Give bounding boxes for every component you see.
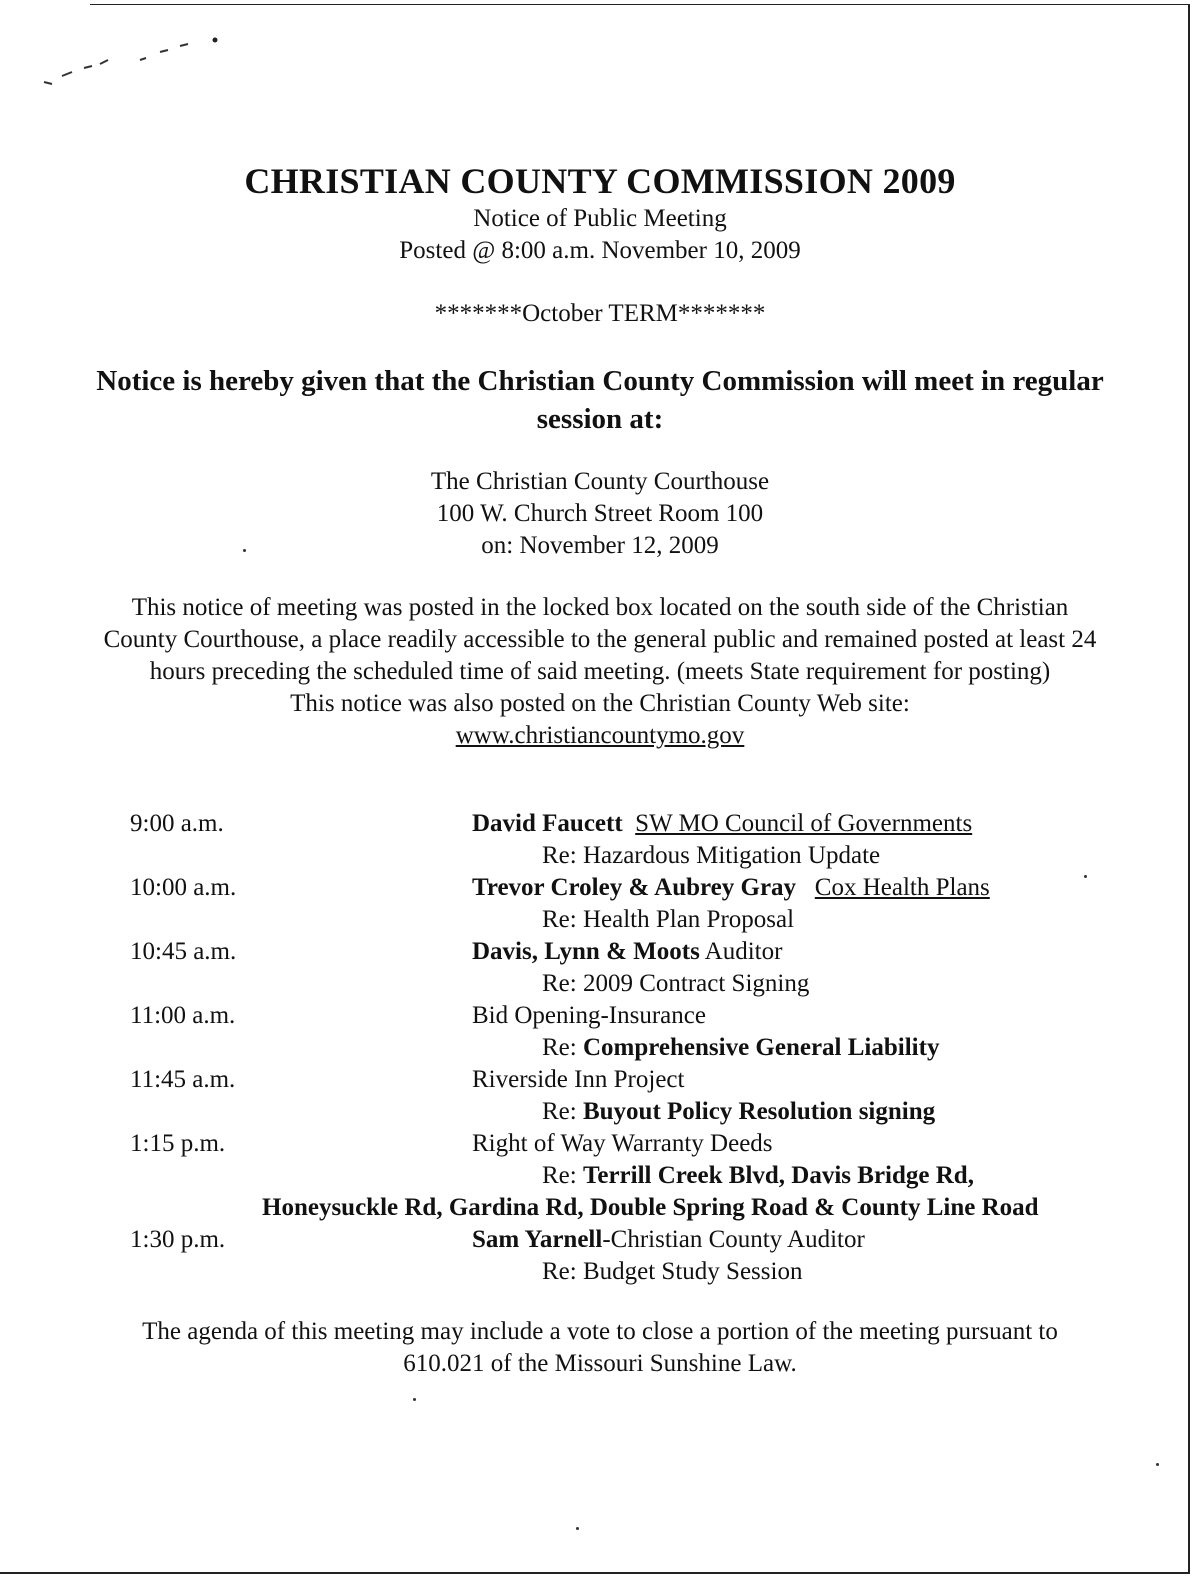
- agenda-presenter: [472, 808, 972, 840]
- footer-note-line-2: 610.021 of the Missouri Sunshine Law.: [403, 1350, 797, 1377]
- presenter-name: Sam Yarnell: [472, 1226, 603, 1253]
- meeting-date: on: November 12, 2009: [481, 532, 719, 559]
- re-label: Re:: [542, 1098, 583, 1125]
- notice-statement-line-1: Notice is hereby given that the Christian County Commission will meet in regular: [96, 365, 1104, 397]
- agenda-time: 1:15 p.m.: [130, 1130, 226, 1157]
- agenda-subject: [542, 840, 880, 872]
- agenda-subject: [542, 904, 794, 936]
- agenda-time: 11:45 a.m.: [130, 1066, 236, 1093]
- re-label: Re:: [542, 842, 583, 869]
- subject-text: Budget Study Session: [582, 1258, 803, 1285]
- presenter-name: Davis, Lynn & Moots: [472, 938, 700, 965]
- presenter-name: Trevor Croley & Aubrey Gray: [472, 874, 797, 901]
- agenda-presenter: [472, 872, 990, 904]
- notice-statement-line-2: session at:: [536, 403, 664, 435]
- posting-text-line-3: hours preceding the scheduled time of said meeting. (meets State requirement for posting): [149, 658, 1051, 685]
- scan-speck: [413, 1398, 416, 1401]
- agenda-subject: [542, 1096, 935, 1128]
- presenter-name: David Faucett: [472, 810, 623, 837]
- posted-date: Posted @ 8:00 a.m. November 10, 2009: [399, 237, 801, 264]
- page-border-top: [90, 4, 1188, 5]
- agenda-subject-continued: Honeysuckle Rd, Gardina Rd, Double Spring Road & County Line Road: [262, 1194, 1039, 1221]
- agenda-time: 1:30 p.m.: [130, 1226, 226, 1253]
- document-title: CHRISTIAN COUNTY COMMISSION 2009: [244, 161, 956, 201]
- footer-note-line-1: The agenda of this meeting may include a vote to close a portion of the meeting pursuant to: [142, 1318, 1058, 1345]
- agenda-time: 10:00 a.m.: [130, 874, 237, 901]
- agenda-item: Riverside Inn Project: [472, 1066, 685, 1093]
- scan-speck: [1156, 1463, 1159, 1466]
- presenter-organization: SW MO Council of Governments: [635, 810, 973, 837]
- presenter-role: -Christian County Auditor: [602, 1226, 865, 1253]
- posting-text-line-2: County Courthouse, a place readily accessible to the general public and remained posted at least 24: [103, 626, 1097, 653]
- agenda-subject: [542, 1256, 802, 1288]
- agenda-time: 9:00 a.m.: [130, 810, 224, 837]
- location-line-2: 100 W. Church Street Room 100: [436, 500, 764, 527]
- subject-text: Comprehensive General Liability: [582, 1034, 940, 1061]
- term-line: *******October TERM*******: [434, 300, 766, 327]
- agenda-time: 10:45 a.m.: [130, 938, 237, 965]
- scan-speck: [243, 549, 246, 552]
- posting-text-line-4: This notice was also posted on the Christian County Web site:: [290, 690, 910, 717]
- re-label: Re:: [542, 906, 583, 933]
- agenda-subject: [542, 1032, 939, 1064]
- agenda-presenter: [472, 1224, 865, 1256]
- scan-speck: [1084, 875, 1087, 878]
- scan-mark-scribble: [40, 30, 230, 90]
- agenda-subject: [542, 968, 809, 1000]
- notice-subtitle: Notice of Public Meeting: [473, 205, 727, 232]
- presenter-organization: Cox Health Plans: [814, 874, 990, 901]
- subject-text: Health Plan Proposal: [582, 906, 795, 933]
- subject-text: Terrill Creek Blvd, Davis Bridge Rd,: [582, 1162, 974, 1189]
- presenter-role: Auditor: [699, 938, 783, 965]
- page-border-bottom: [0, 1572, 1190, 1574]
- agenda-item: Right of Way Warranty Deeds: [472, 1130, 773, 1157]
- agenda-subject: [542, 1160, 974, 1192]
- subject-text: 2009 Contract Signing: [582, 970, 810, 997]
- re-label: Re:: [542, 1162, 583, 1189]
- subject-text: Buyout Policy Resolution signing: [582, 1098, 936, 1125]
- location-line-1: The Christian County Courthouse: [430, 468, 770, 495]
- agenda-time: 11:00 a.m.: [130, 1002, 236, 1029]
- agenda-presenter: [472, 936, 782, 968]
- website-link[interactable]: www.christiancountymo.gov: [455, 722, 745, 749]
- re-label: Re:: [542, 970, 583, 997]
- agenda-item: Bid Opening-Insurance: [472, 1002, 706, 1029]
- posting-text-line-1: This notice of meeting was posted in the locked box located on the south side of the Christian: [131, 594, 1069, 621]
- re-label: Re:: [542, 1258, 583, 1285]
- scan-speck: [576, 1527, 579, 1530]
- re-label: Re:: [542, 1034, 583, 1061]
- subject-text: Hazardous Mitigation Update: [582, 842, 881, 869]
